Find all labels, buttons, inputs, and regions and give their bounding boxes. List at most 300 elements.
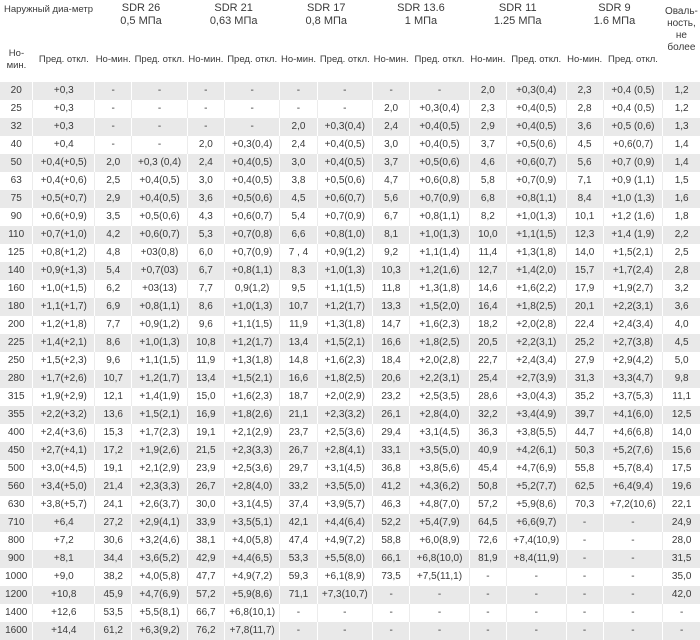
nominal-header: Но-мин. bbox=[373, 38, 410, 82]
table-cell: 125 bbox=[0, 244, 33, 262]
table-cell: 5,4 bbox=[95, 262, 132, 280]
table-cell: 6,9 bbox=[95, 298, 132, 316]
table-cell: 1600 bbox=[0, 622, 33, 640]
table-cell: +1,1(+1,7) bbox=[33, 298, 95, 316]
table-cell: +1,7(2,3) bbox=[132, 424, 188, 442]
table-cell: 71,1 bbox=[280, 586, 317, 604]
table-cell: - bbox=[132, 136, 188, 154]
table-cell: 6,0 bbox=[187, 244, 224, 262]
table-cell: +03(0,8) bbox=[132, 244, 188, 262]
table-cell: 50 bbox=[0, 154, 33, 172]
table-cell: 280 bbox=[0, 370, 33, 388]
table-cell: 23,9 bbox=[187, 460, 224, 478]
table-cell: +4,1(6,0) bbox=[603, 406, 663, 424]
table-cell: 5,8 bbox=[469, 172, 506, 190]
table-cell: +2,9(4,1) bbox=[132, 514, 188, 532]
table-cell: +2,5(3,6) bbox=[224, 460, 280, 478]
table-cell: +1,7(2,4) bbox=[603, 262, 663, 280]
table-cell: 34,4 bbox=[95, 550, 132, 568]
table-cell: 1,6 bbox=[663, 190, 700, 208]
table-cell: +0,5(0,6) bbox=[317, 172, 373, 190]
table-row bbox=[0, 622, 700, 640]
table-cell: +0,3 bbox=[33, 118, 95, 136]
table-cell: +3,1(4,5) bbox=[224, 496, 280, 514]
table-cell: +2,4(3,4) bbox=[506, 352, 566, 370]
table-cell: 4,6 bbox=[469, 154, 506, 172]
table-cell: +0,7(03) bbox=[132, 262, 188, 280]
table-cell: +6,1(8,9) bbox=[317, 568, 373, 586]
table-cell: 72,6 bbox=[469, 532, 506, 550]
pressure-label: 0,8 МПа bbox=[305, 15, 348, 27]
table-row bbox=[0, 442, 700, 460]
table-cell: - bbox=[566, 586, 603, 604]
table-cell: 1,3 bbox=[663, 118, 700, 136]
table-cell: - bbox=[280, 604, 317, 622]
table-cell: +1,2(1,7) bbox=[224, 334, 280, 352]
table-cell: - bbox=[410, 622, 470, 640]
table-cell: - bbox=[603, 514, 663, 532]
table-cell: 250 bbox=[0, 352, 33, 370]
table-cell: +1,0(+1,5) bbox=[33, 280, 95, 298]
table-cell: 16,4 bbox=[469, 298, 506, 316]
sdr-label: SDR 17 bbox=[307, 2, 346, 14]
table-cell: 10,1 bbox=[566, 208, 603, 226]
table-cell: 58,8 bbox=[373, 532, 410, 550]
table-cell: 2,4 bbox=[187, 154, 224, 172]
table-cell: 5,6 bbox=[373, 190, 410, 208]
table-cell: 2,3 bbox=[469, 100, 506, 118]
table-cell: 50,3 bbox=[566, 442, 603, 460]
table-cell: 26,7 bbox=[280, 442, 317, 460]
table-cell: 47,4 bbox=[280, 532, 317, 550]
table-cell: +2,7(3,8) bbox=[603, 334, 663, 352]
table-cell: 53,3 bbox=[280, 550, 317, 568]
sdr13-6-header bbox=[373, 0, 470, 38]
table-cell: +1,5(+2,3) bbox=[33, 352, 95, 370]
table-cell: +0,8(1,0) bbox=[317, 226, 373, 244]
table-cell: +6,8(10,0) bbox=[410, 550, 470, 568]
sdr-label: SDR 26 bbox=[121, 2, 161, 14]
table-cell: 6,7 bbox=[373, 208, 410, 226]
table-cell: 55,8 bbox=[566, 460, 603, 478]
table-cell: 33,1 bbox=[373, 442, 410, 460]
table-cell: 21,1 bbox=[280, 406, 317, 424]
table-cell: 4,5 bbox=[566, 136, 603, 154]
table-cell: - bbox=[663, 604, 700, 622]
table-cell: +3,6(5,2) bbox=[132, 550, 188, 568]
table-cell: 25,4 bbox=[469, 370, 506, 388]
table-cell: - bbox=[317, 100, 373, 118]
table-cell: +0,5(0,6) bbox=[410, 154, 470, 172]
table-cell: +2,0(2,8) bbox=[410, 352, 470, 370]
table-row bbox=[0, 154, 700, 172]
table-cell: - bbox=[132, 100, 188, 118]
table-cell: +2,7(3,9) bbox=[506, 370, 566, 388]
nominal-header: Но-мин. bbox=[566, 38, 603, 82]
sdr26-header bbox=[95, 0, 188, 38]
table-cell: +3,0(4,3) bbox=[506, 388, 566, 406]
table-cell: - bbox=[187, 118, 224, 136]
table-cell: 29,7 bbox=[280, 460, 317, 478]
sdr11-header bbox=[469, 0, 566, 38]
table-cell: +0,8(1,1) bbox=[224, 262, 280, 280]
table-cell: 14,8 bbox=[280, 352, 317, 370]
table-cell: 1,5 bbox=[663, 172, 700, 190]
table-cell: 3,5 bbox=[95, 208, 132, 226]
table-cell: 10,0 bbox=[469, 226, 506, 244]
ovality-header: Оваль-ность, не более bbox=[663, 0, 700, 82]
table-cell: 14,7 bbox=[373, 316, 410, 334]
table-cell: - bbox=[469, 622, 506, 640]
table-row bbox=[0, 370, 700, 388]
table-cell: 1,8 bbox=[663, 208, 700, 226]
table-cell: 3,6 bbox=[663, 298, 700, 316]
table-cell: 39,7 bbox=[566, 406, 603, 424]
table-cell: +0,3(0,4) bbox=[506, 82, 566, 100]
tolerance-header: Пред. откл. bbox=[410, 38, 470, 82]
table-cell: 3,7 bbox=[373, 154, 410, 172]
nominal-header: Но-мин. bbox=[0, 38, 33, 82]
table-cell: 9,8 bbox=[663, 370, 700, 388]
table-cell: - bbox=[224, 82, 280, 100]
table-cell: 8,4 bbox=[566, 190, 603, 208]
table-cell: 23,2 bbox=[373, 388, 410, 406]
table-cell: 42,0 bbox=[663, 586, 700, 604]
table-cell: +0,4 (0,5) bbox=[603, 82, 663, 100]
table-cell: 14,0 bbox=[566, 244, 603, 262]
table-cell: +0,5(0,6) bbox=[224, 190, 280, 208]
table-cell: 36,3 bbox=[469, 424, 506, 442]
table-cell: +5,9(8,6) bbox=[224, 586, 280, 604]
table-cell: +1,6(2,2) bbox=[506, 280, 566, 298]
table-cell: +7,5(11,1) bbox=[410, 568, 470, 586]
table-cell: +1,0 (1,3) bbox=[603, 190, 663, 208]
table-cell: 2,0 bbox=[469, 82, 506, 100]
table-cell: - bbox=[132, 118, 188, 136]
table-cell: +4,0(5,8) bbox=[132, 568, 188, 586]
tolerance-header: Пред. откл. bbox=[132, 38, 188, 82]
table-cell: +1,8(2,5) bbox=[506, 298, 566, 316]
table-cell: - bbox=[373, 586, 410, 604]
table-cell: +1,1(1,5) bbox=[317, 280, 373, 298]
nominal-header: Но-мин. bbox=[95, 38, 132, 82]
table-cell: +0,9(1,2) bbox=[132, 316, 188, 334]
table-cell: 31,5 bbox=[663, 550, 700, 568]
table-cell: 10,7 bbox=[280, 298, 317, 316]
table-cell: 2,0 bbox=[187, 136, 224, 154]
table-cell: 14,6 bbox=[469, 280, 506, 298]
table-cell: +1,3(1,8) bbox=[410, 280, 470, 298]
table-cell: +0,5(0,6) bbox=[132, 208, 188, 226]
table-cell: 16,9 bbox=[187, 406, 224, 424]
table-cell: +3,8(5,6) bbox=[410, 460, 470, 478]
table-cell: 4,2 bbox=[95, 226, 132, 244]
table-cell: 13,4 bbox=[280, 334, 317, 352]
table-cell: 41,2 bbox=[373, 478, 410, 496]
table-cell: - bbox=[317, 622, 373, 640]
table-cell: 3,0 bbox=[373, 136, 410, 154]
table-cell: +2,8(4,0) bbox=[224, 478, 280, 496]
table-cell: +3,0(+4,5) bbox=[33, 460, 95, 478]
table-cell: 7,7 bbox=[95, 316, 132, 334]
table-cell: +0,5(+0,7) bbox=[33, 190, 95, 208]
table-cell: 2,4 bbox=[280, 136, 317, 154]
table-cell: 2,0 bbox=[373, 100, 410, 118]
table-cell: 5,3 bbox=[187, 226, 224, 244]
table-cell: 11,1 bbox=[663, 388, 700, 406]
table-cell: +7,2(10,6) bbox=[603, 496, 663, 514]
table-cell: +4,6(6,8) bbox=[603, 424, 663, 442]
table-cell: +1,5(2,1) bbox=[132, 406, 188, 424]
table-row bbox=[0, 280, 700, 298]
table-cell: 30,0 bbox=[187, 496, 224, 514]
pressure-label: 0,63 МПа bbox=[209, 15, 258, 27]
table-cell: 1200 bbox=[0, 586, 33, 604]
tolerance-header: Пред. откл. bbox=[33, 38, 95, 82]
table-cell: 2,4 bbox=[373, 118, 410, 136]
table-cell: 16,6 bbox=[280, 370, 317, 388]
table-cell: 6,8 bbox=[469, 190, 506, 208]
table-cell: 25,2 bbox=[566, 334, 603, 352]
table-cell: 140 bbox=[0, 262, 33, 280]
table-cell: 13,4 bbox=[187, 370, 224, 388]
table-cell: - bbox=[410, 604, 470, 622]
table-cell: - bbox=[410, 586, 470, 604]
table-cell: 18,7 bbox=[280, 388, 317, 406]
nominal-header: Но-мин. bbox=[280, 38, 317, 82]
table-cell: 6,6 bbox=[280, 226, 317, 244]
table-cell: +03(13) bbox=[132, 280, 188, 298]
table-row bbox=[0, 550, 700, 568]
table-cell: +1,8(2,5) bbox=[410, 334, 470, 352]
table-cell: 9,6 bbox=[187, 316, 224, 334]
table-cell: 8,2 bbox=[469, 208, 506, 226]
table-cell: +0,4(0,5) bbox=[132, 190, 188, 208]
table-cell: 0,9(1,2) bbox=[224, 280, 280, 298]
table-cell: +2,0(2,9) bbox=[317, 388, 373, 406]
table-cell: +5,2(7,6) bbox=[603, 442, 663, 460]
table-cell: +3,5(5,0) bbox=[410, 442, 470, 460]
table-cell: +0,8(1,1) bbox=[132, 298, 188, 316]
table-cell: +12,6 bbox=[33, 604, 95, 622]
table-cell: 35,0 bbox=[663, 568, 700, 586]
table-cell: 5,0 bbox=[663, 352, 700, 370]
table-cell: +2,2(3,1) bbox=[410, 370, 470, 388]
table-cell: +3,1(4,5) bbox=[317, 460, 373, 478]
table-cell: +3,7(5,3) bbox=[603, 388, 663, 406]
table-cell: 42,1 bbox=[280, 514, 317, 532]
table-cell: - bbox=[410, 82, 470, 100]
tolerance-header: Пред. откл. bbox=[317, 38, 373, 82]
table-cell: - bbox=[317, 604, 373, 622]
table-cell: - bbox=[280, 100, 317, 118]
table-cell: 32 bbox=[0, 118, 33, 136]
table-cell: - bbox=[663, 622, 700, 640]
table-cell: 3,2 bbox=[663, 280, 700, 298]
table-cell: 32,2 bbox=[469, 406, 506, 424]
table-cell: 9,2 bbox=[373, 244, 410, 262]
table-cell: - bbox=[566, 514, 603, 532]
table-cell: - bbox=[603, 532, 663, 550]
sdr-label: SDR 13.6 bbox=[397, 2, 445, 14]
table-cell: 180 bbox=[0, 298, 33, 316]
table-cell: 1000 bbox=[0, 568, 33, 586]
table-cell: 4,3 bbox=[187, 208, 224, 226]
table-cell: - bbox=[373, 622, 410, 640]
table-cell: +0,4(0,5) bbox=[317, 136, 373, 154]
table-cell: +1,3(1,8) bbox=[224, 352, 280, 370]
table-cell: 5,6 bbox=[566, 154, 603, 172]
table-cell: - bbox=[566, 604, 603, 622]
table-cell: +5,5(8,0) bbox=[317, 550, 373, 568]
table-cell: 70,3 bbox=[566, 496, 603, 514]
table-cell: +0,4 bbox=[33, 136, 95, 154]
table-cell: +6,0(8,9) bbox=[410, 532, 470, 550]
table-cell: +0,4(0,5) bbox=[317, 154, 373, 172]
table-cell: +5,7(8,4) bbox=[603, 460, 663, 478]
table-cell: 2,2 bbox=[663, 226, 700, 244]
table-cell: +0,4(0,5) bbox=[132, 172, 188, 190]
table-cell: - bbox=[469, 604, 506, 622]
table-cell: +1,1(1,5) bbox=[132, 352, 188, 370]
table-cell: - bbox=[95, 136, 132, 154]
table-cell: 30,6 bbox=[95, 532, 132, 550]
table-cell: +3,9(5,7) bbox=[317, 496, 373, 514]
table-cell: +3,4(+5,0) bbox=[33, 478, 95, 496]
table-cell: 200 bbox=[0, 316, 33, 334]
table-cell: 35,2 bbox=[566, 388, 603, 406]
table-cell: +4,8(7,0) bbox=[410, 496, 470, 514]
table-cell: - bbox=[95, 82, 132, 100]
table-cell: +2,9(4,2) bbox=[603, 352, 663, 370]
table-cell: 47,7 bbox=[187, 568, 224, 586]
table-cell: 15,3 bbox=[95, 424, 132, 442]
table-cell: 13,6 bbox=[95, 406, 132, 424]
table-cell: 62,5 bbox=[566, 478, 603, 496]
tolerance-header: Пред. откл. bbox=[506, 38, 566, 82]
table-cell: +0,8(1,1) bbox=[506, 190, 566, 208]
table-cell: 11,9 bbox=[280, 316, 317, 334]
table-row bbox=[0, 460, 700, 478]
table-row bbox=[0, 82, 700, 100]
table-cell: 9,6 bbox=[95, 352, 132, 370]
table-cell: 4,8 bbox=[95, 244, 132, 262]
table-cell: +0,3 (0,4) bbox=[132, 154, 188, 172]
table-cell: 1,4 bbox=[663, 154, 700, 172]
table-cell: 2,9 bbox=[469, 118, 506, 136]
table-cell: +1,0(1,3) bbox=[317, 262, 373, 280]
table-cell: 13,3 bbox=[373, 298, 410, 316]
table-cell: 20,1 bbox=[566, 298, 603, 316]
table-cell: 3,8 bbox=[280, 172, 317, 190]
table-cell: 50,8 bbox=[469, 478, 506, 496]
table-cell: +0,6(0,7) bbox=[132, 226, 188, 244]
table-cell: +1,9(+2,9) bbox=[33, 388, 95, 406]
table-cell: 16,6 bbox=[373, 334, 410, 352]
table-cell: +0,7(0,9) bbox=[317, 208, 373, 226]
table-cell: 26,7 bbox=[187, 478, 224, 496]
table-cell: 66,7 bbox=[187, 604, 224, 622]
sdr17-header bbox=[280, 0, 373, 38]
table-cell: +1,7(+2,6) bbox=[33, 370, 95, 388]
table-cell: - bbox=[603, 568, 663, 586]
table-cell: +0,6(0,8) bbox=[410, 172, 470, 190]
table-cell: +2,6(3,7) bbox=[132, 496, 188, 514]
table-cell: +0,6(0,7) bbox=[506, 154, 566, 172]
table-cell: +0,9 (1,1) bbox=[603, 172, 663, 190]
table-cell: 57,2 bbox=[187, 586, 224, 604]
table-cell: +1,2(1,7) bbox=[132, 370, 188, 388]
table-cell: +0,4(0,5) bbox=[506, 100, 566, 118]
table-cell: +0,9(1,2) bbox=[317, 244, 373, 262]
table-row bbox=[0, 208, 700, 226]
table-cell: 19,1 bbox=[95, 460, 132, 478]
table-cell: 160 bbox=[0, 280, 33, 298]
table-cell: +0,3(0,4) bbox=[410, 100, 470, 118]
table-cell: - bbox=[469, 568, 506, 586]
table-cell: +1,0(1,3) bbox=[506, 208, 566, 226]
table-cell: +2,1(2,9) bbox=[224, 424, 280, 442]
table-cell: +0,5(0,6) bbox=[506, 136, 566, 154]
table-cell: +0,4(0,5) bbox=[506, 118, 566, 136]
table-cell: - bbox=[224, 100, 280, 118]
table-cell: 73,5 bbox=[373, 568, 410, 586]
table-cell: 63 bbox=[0, 172, 33, 190]
table-cell: 36,8 bbox=[373, 460, 410, 478]
table-cell: - bbox=[224, 118, 280, 136]
table-cell: 14,0 bbox=[663, 424, 700, 442]
table-cell: +2,5(3,5) bbox=[410, 388, 470, 406]
table-cell: - bbox=[566, 532, 603, 550]
table-cell: +14,4 bbox=[33, 622, 95, 640]
table-cell: 29,4 bbox=[373, 424, 410, 442]
table-cell: +4,0(5,8) bbox=[224, 532, 280, 550]
table-cell: 75 bbox=[0, 190, 33, 208]
table-cell: 6,2 bbox=[95, 280, 132, 298]
table-cell: 27,9 bbox=[566, 352, 603, 370]
table-cell: 33,9 bbox=[187, 514, 224, 532]
table-cell: 24,9 bbox=[663, 514, 700, 532]
table-cell: +0,4(0,5) bbox=[410, 136, 470, 154]
table-cell: +4,3(6,2) bbox=[410, 478, 470, 496]
table-cell: +4,9(7,2) bbox=[224, 568, 280, 586]
table-cell: - bbox=[132, 82, 188, 100]
nominal-header: Но-мин. bbox=[187, 38, 224, 82]
table-cell: 2,0 bbox=[280, 118, 317, 136]
table-cell: 2,9 bbox=[95, 190, 132, 208]
table-cell: +0,5 (0,6) bbox=[603, 118, 663, 136]
table-cell: 15,6 bbox=[663, 442, 700, 460]
table-cell: +2,3(3,2) bbox=[317, 406, 373, 424]
table-cell: +0,6(0,7) bbox=[224, 208, 280, 226]
table-cell: +7,2 bbox=[33, 532, 95, 550]
table-cell: +0,9(+1,3) bbox=[33, 262, 95, 280]
table-cell: +5,2(7,7) bbox=[506, 478, 566, 496]
table-cell: 1,2 bbox=[663, 82, 700, 100]
table-cell: 18,4 bbox=[373, 352, 410, 370]
table-cell: 12,3 bbox=[566, 226, 603, 244]
table-cell: +0,7(0,8) bbox=[224, 226, 280, 244]
table-cell: 21,4 bbox=[95, 478, 132, 496]
table-cell: +2,0(2,8) bbox=[506, 316, 566, 334]
table-cell: 450 bbox=[0, 442, 33, 460]
table-cell: +4,9(7,2) bbox=[317, 532, 373, 550]
table-cell: - bbox=[566, 622, 603, 640]
table-cell: 31,3 bbox=[566, 370, 603, 388]
table-cell: - bbox=[603, 550, 663, 568]
table-cell: 12,7 bbox=[469, 262, 506, 280]
table-cell: +1,2 (1,6) bbox=[603, 208, 663, 226]
